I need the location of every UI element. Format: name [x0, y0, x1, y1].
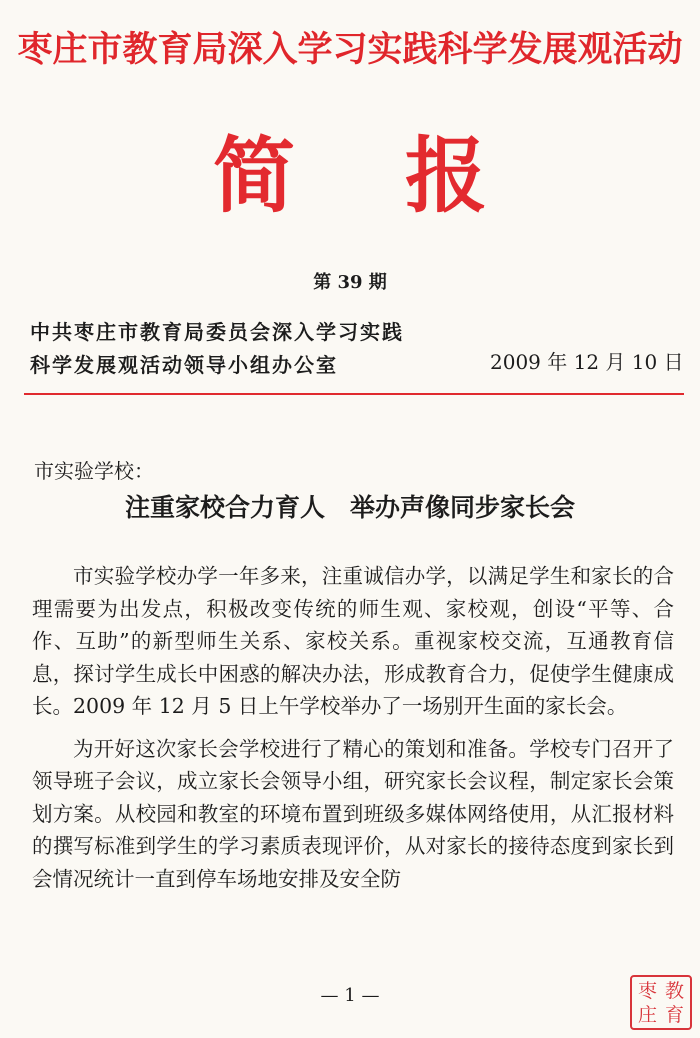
- paragraph-2: 为开好这次家长会学校进行了精心的策划和准备。学校专门召开了领导班子会议，成立家长会领导小组，研究家长会议程，制定家长会策划方案。从校园和教室的环境布置到班级多媒体网络使用，从汇报材料的撰写标准到学生的学习素质表现评价，从对家长的接待态度到家长到会情况统计一直到停车场地安排及安全防: [32, 736, 674, 891]
- issue-date: 2009 年 12 月 10 日: [490, 350, 684, 374]
- red-divider: [24, 393, 684, 395]
- masthead-title: 枣庄市教育局深入学习实践科学发展观活动: [17, 30, 683, 70]
- brief-title: 简报: [212, 128, 597, 224]
- org-line-1: 中共枣庄市教育局委员会深入学习实践: [30, 320, 404, 344]
- seal-char: 育: [664, 1004, 684, 1026]
- issue-number: 第 39 期: [313, 272, 387, 293]
- seal-char: 庄: [637, 1004, 657, 1026]
- org-line-2: 科学发展观活动领导小组办公室: [30, 353, 338, 377]
- school-label: 市实验学校：: [34, 459, 154, 483]
- article-body: [32, 560, 674, 905]
- page-number: — 1 —: [320, 985, 380, 1006]
- article-headline: 注重家校合力育人 举办声像同步家长会: [124, 493, 575, 522]
- seal-stamp: [630, 975, 692, 1030]
- paragraph-1: 市实验学校办学一年多来，注重诚信办学，以满足学生和家长的合理需要为出发点，积极改变传统的师生观、家校观，创设“平等、合作、互助”的新型师生关系、家校关系。重视家校交流，互通教育信息，探讨学生成长中困惑的解决办法，形成教育合力，促使学生健康成长。2009 年 12 月 5 日上午学校举办了一场别开生面的家长会。: [32, 564, 674, 718]
- issuing-organization: [30, 316, 404, 382]
- seal-char: 教: [664, 980, 684, 1002]
- seal-char: 枣: [637, 980, 657, 1002]
